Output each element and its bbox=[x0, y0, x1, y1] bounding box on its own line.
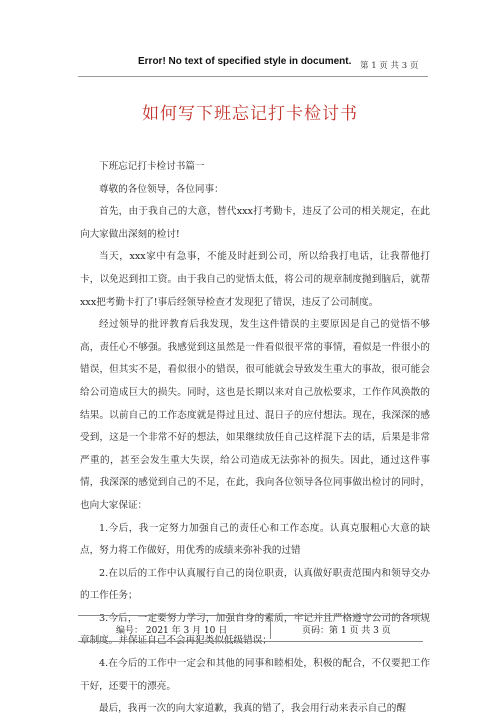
paragraph: 下班忘记打卡检讨书篇一 bbox=[99, 161, 205, 172]
paragraph: 尊敬的各位领导，各位同事： bbox=[99, 183, 224, 195]
footer-page-number: 页码：第 1 页 共 3 页 bbox=[302, 626, 391, 636]
paragraph: 3.今后，一定要努力学习，加强自身的素质，牢记并且严格遵守公司的各项规章制度。并保证自己不会再犯类似低级错误； bbox=[80, 612, 430, 647]
page-footer bbox=[78, 617, 423, 641]
header-page-indicator: 第 1 页 共 3 页 bbox=[360, 61, 419, 71]
document-title: 如何写下班忘记打卡检讨书 bbox=[142, 104, 358, 124]
footer-bottom-divider bbox=[78, 641, 423, 642]
paragraph: 首先，由于我自己的大意，替代xxx打考勤卡，违反了公司的相关规定，在此向大家做出深刻的检讨! bbox=[80, 206, 430, 240]
paragraph: 4.在今后的工作中一定会和其他的同事和睦相处，积极的配合，不仅要把工作干好，还要干的漂亮。 bbox=[80, 658, 430, 692]
paragraph: 经过领导的批评教育后我发现，发生这件错误的主要原因是自己的觉悟不够高，责任心不够强。我感觉到这虽然是一件看似很平常的事情，看似是一件很小的错误，但其实不是，看似很小的错误，很可能就会导致发生重大的事故，很可能会给公司造成巨大的损失。同时，这也是长期以来对自己放松要求，工作作风涣散的结果。以前自己的工作态度就是得过且过、混日子的应付想法。现在，我深深的感受到，这是一个非常不好的想法，如果继续放任自己这样混下去的话，后果是非常严重的，甚至会发生重大失误，给公司造成无法弥补的损失。因此，通过这件事情，我深深的感觉到自己的不足，在此，我向各位领导各位同事做出检讨的同时，也向大家保证： bbox=[80, 319, 430, 511]
paragraph: 最后，我再一次的向大家道歉，我真的错了，我会用行动来表示自己的醒 bbox=[99, 703, 406, 715]
footer-separator bbox=[270, 619, 271, 639]
paragraph: 2.在以后的工作中认真履行自己的岗位职责，认真做好职责范围内和领导交办的工作任务； bbox=[80, 567, 430, 602]
paragraph: 1.今后，我一定努力加强自己的责任心和工作态度。认真克服粗心大意的缺点，努力将工作做好，用优秀的成绩来弥补我的过错 bbox=[80, 522, 430, 557]
footer-top-divider bbox=[78, 615, 423, 616]
header-error-text: Error! No text of specified style in document. bbox=[138, 56, 352, 67]
footer-serial: 编号： 2021 年 3 月 10 日 bbox=[116, 626, 228, 636]
paragraph: 当天，xxx家中有急事，不能及时赶到公司，所以给我打电话，让我帮他打卡，以免迟到扣工资。由于我自己的觉悟太低，将公司的规章制度抛到脑后，就帮xxx把考勤卡打了!事后经领导检查才发现犯了错误，违反了公司制度。 bbox=[80, 251, 430, 308]
header-divider bbox=[78, 76, 428, 77]
page-header bbox=[0, 56, 500, 72]
